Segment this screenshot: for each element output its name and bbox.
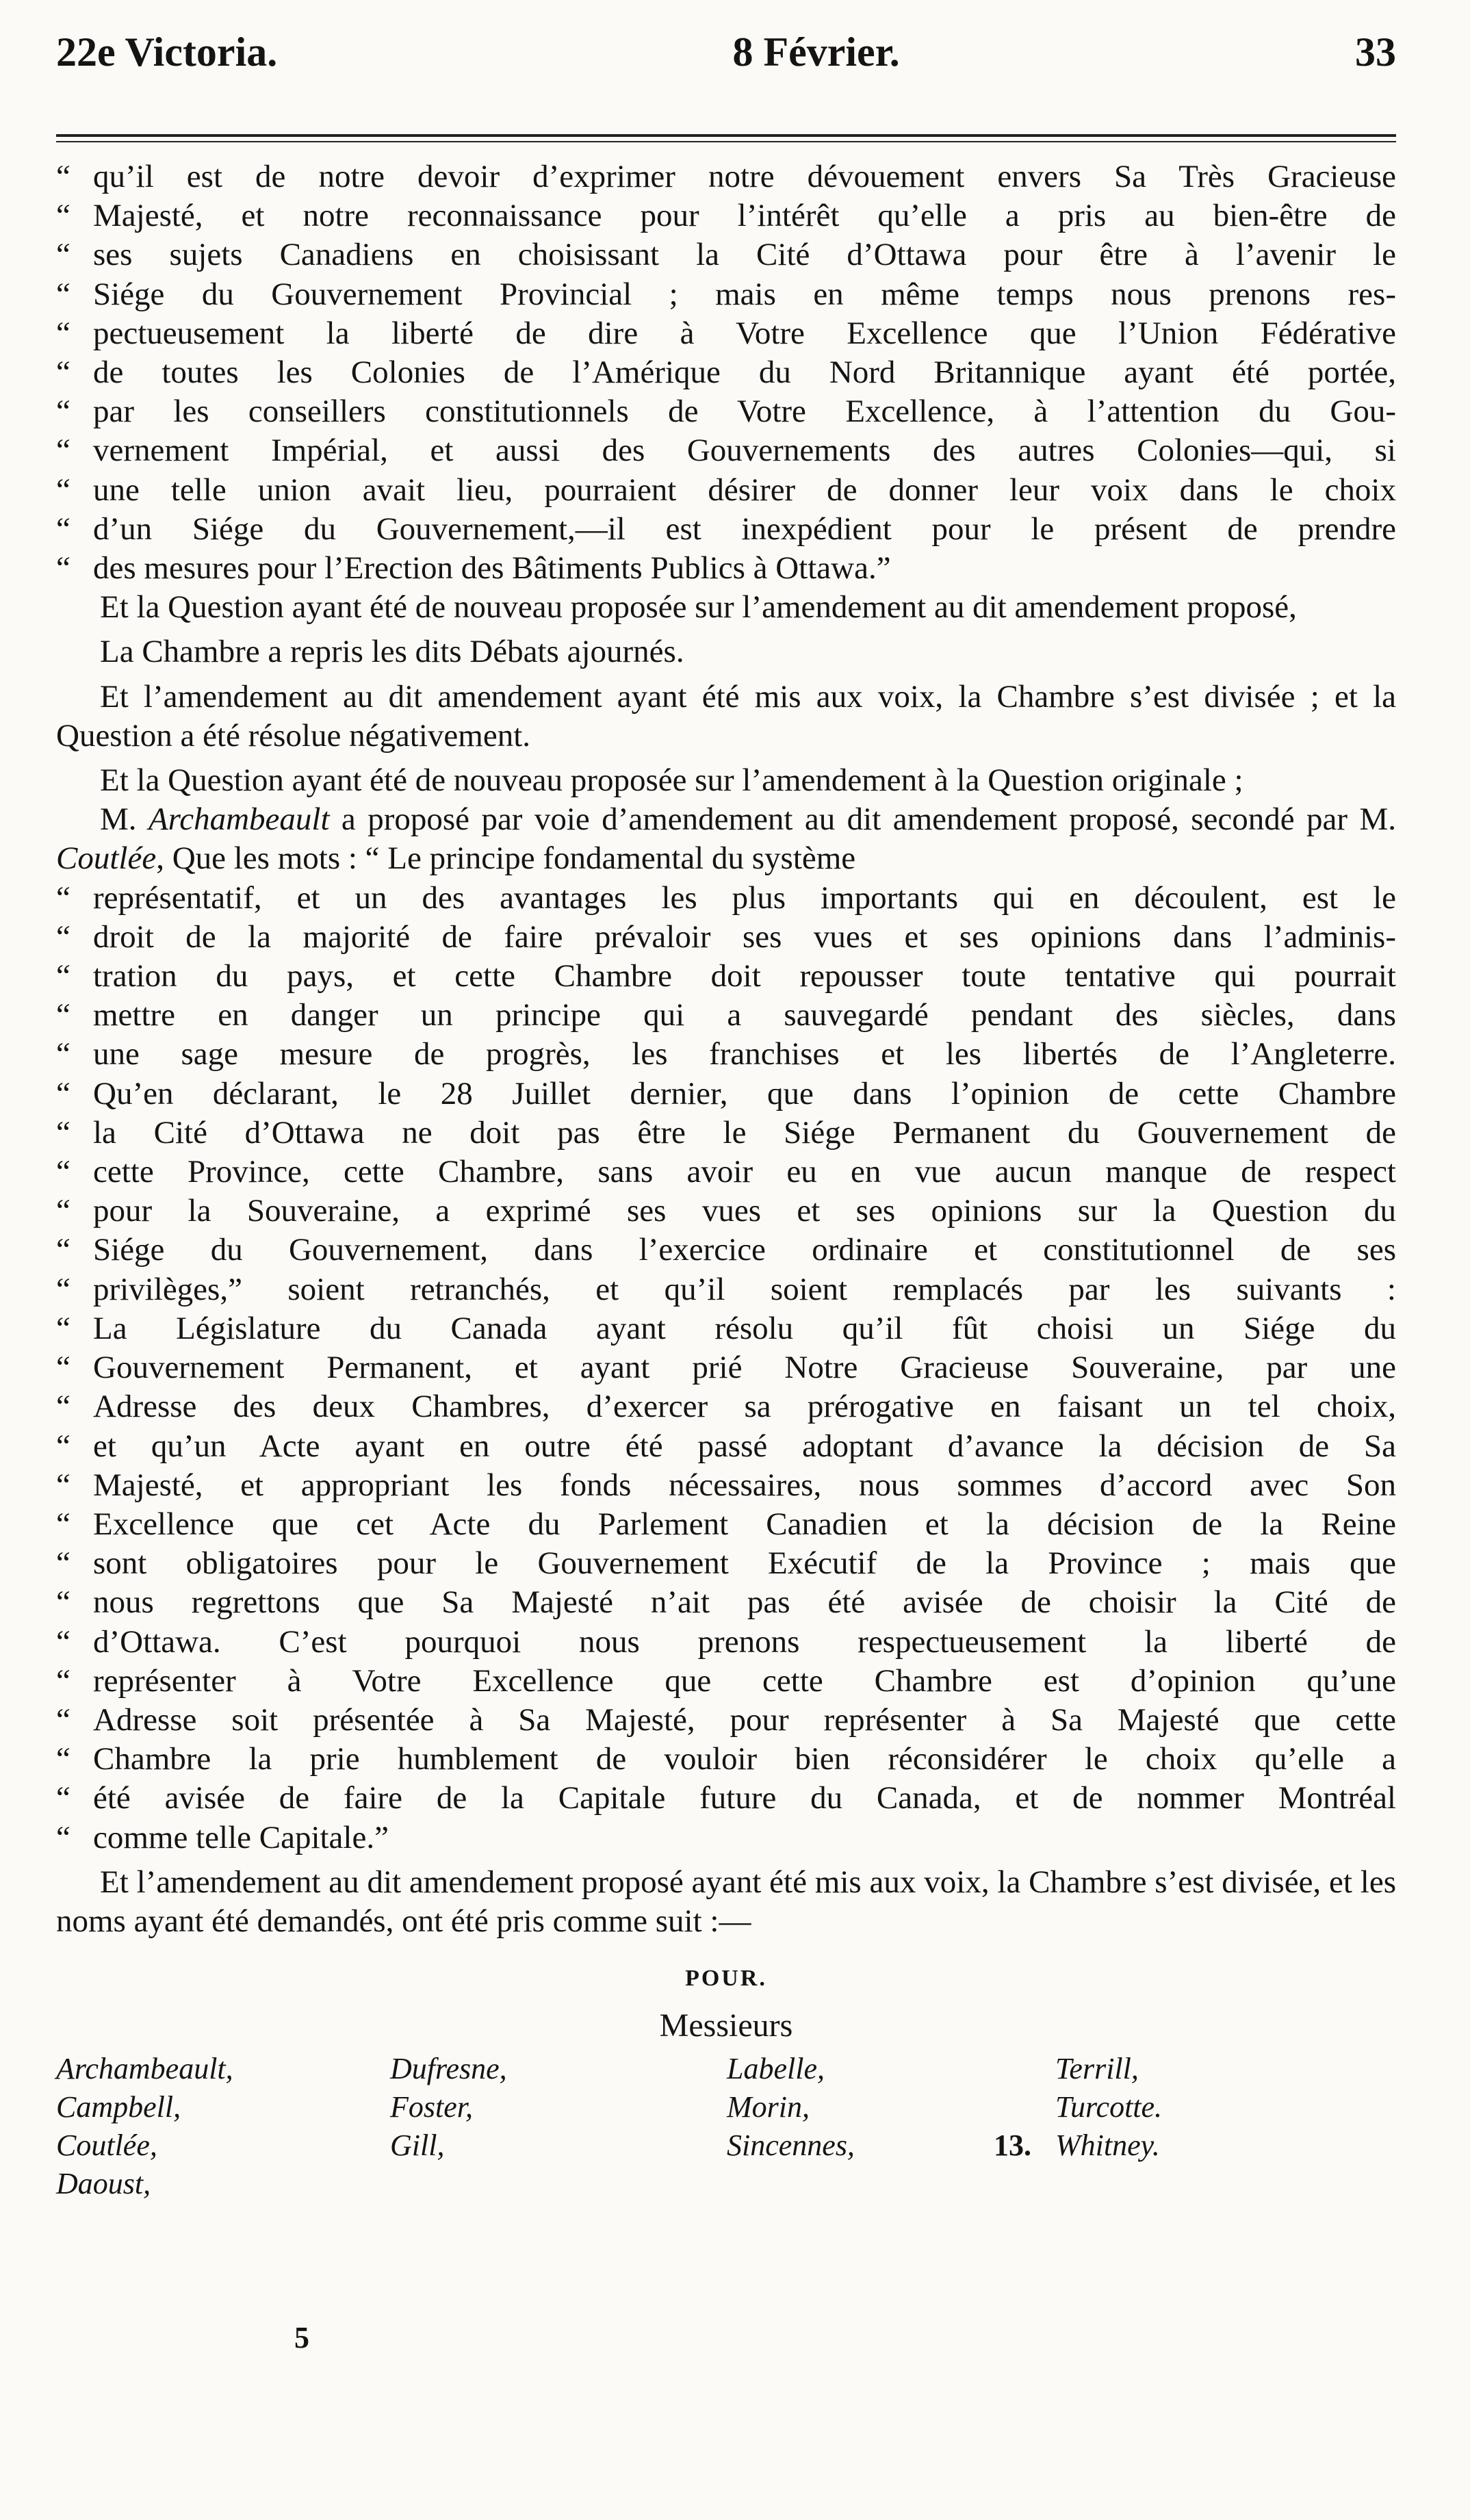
member-name: Foster, (390, 2090, 473, 2124)
motion-text: a proposé par voie d’amendement au dit amendement proposé, secondé par M. (329, 801, 1397, 838)
page-number: 33 (1354, 29, 1396, 75)
quoted-line-text: cette Province, cette Chambre, sans avoir eu en vue aucun manque de respect (93, 1154, 1396, 1190)
quoted-line-text: La Législature du Canada ayant résolu qu’il fût choisi un Siége du (93, 1310, 1396, 1346)
quoted-line-text: pectueusement la liberté de dire à Votre Excellence que l’Union Fédérative (93, 315, 1396, 351)
quote-mark: “ (56, 472, 70, 508)
quoted-line-text: de toutes les Colonies de l’Amérique du Nord Britannique ayant été portée, (93, 355, 1396, 391)
quoted-line (56, 1466, 1396, 1505)
member-name: Morin, (727, 2090, 810, 2124)
running-head (56, 23, 1396, 81)
quoted-line (56, 1153, 1396, 1192)
quote-mark: “ (56, 1154, 70, 1190)
quoted-line-text: Excellence que cet Acte du Parlement Canadien et la décision de la Reine (93, 1506, 1396, 1542)
quoted-line-text: Majesté, et appropriant les fonds nécessaires, nous sommes d’accord avec Son (93, 1467, 1396, 1503)
motion-text: M. (100, 801, 149, 838)
quoted-line (56, 510, 1396, 549)
quote-mark: “ (56, 1232, 70, 1268)
quote-mark: “ (56, 1819, 70, 1855)
paragraph: Et la Question ayant été de nouveau proposée sur l’amendement à la Question originale ; (100, 762, 1243, 799)
quoted-line-text: été avisée de faire de la Capitale future du Canada, et de nommer Montréal (93, 1780, 1396, 1816)
paragraph: Et l’amendement au dit amendement ayant été mis aux voix, la Chambre s’est divisée ; et la Question a été résolue négativement. (56, 678, 1396, 754)
quoted-line (56, 1701, 1396, 1740)
quoted-line-text: des mesures pour l’Erection des Bâtiments Publics à Ottawa.” (93, 550, 891, 587)
quoted-line-text: une sage mesure de progrès, les franchises et les libertés de l’Angleterre. (93, 1036, 1396, 1072)
quoted-line (56, 879, 1396, 918)
member-name: Terrill, (1055, 2051, 1139, 2085)
quote-mark: “ (56, 276, 70, 312)
quote-mark: “ (56, 237, 70, 273)
quote-mark: “ (56, 511, 70, 547)
member-name: Campbell, (56, 2090, 181, 2124)
quoted-line-text: ses sujets Canadiens en choisissant la Cité d’Ottawa pour être à l’avenir le (93, 237, 1396, 273)
signature-mark: 5 (294, 2321, 309, 2354)
member-name: Archambeault, (56, 2051, 233, 2085)
quoted-line-text: Adresse des deux Chambres, d’exercer sa prérogative en faisant un tel choix, (93, 1389, 1396, 1425)
quote-mark: “ (56, 1506, 70, 1542)
quoted-line (56, 1427, 1396, 1466)
quoted-line (56, 471, 1396, 510)
quote-mark: “ (56, 1350, 70, 1386)
member-name: Dufresne, (390, 2051, 507, 2085)
vote-column-4 (1055, 2050, 1162, 2165)
quote-mark: “ (56, 1741, 70, 1777)
quote-mark: “ (56, 1271, 70, 1307)
quoted-line-text: Adresse soit présentée à Sa Majesté, pour représenter à Sa Majesté que cette (93, 1701, 1396, 1738)
paragraph: Et l’amendement au dit amendement proposé ayant été mis aux voix, la Chambre s’est divisée, et les noms ayant été demandés, ont été pris comme suit :— (56, 1864, 1396, 1939)
quoted-line (56, 275, 1396, 314)
seconder-name: Coutlée (56, 840, 157, 877)
quoted-line (56, 549, 1396, 588)
quoted-line (56, 996, 1396, 1035)
quoted-line-text: une telle union avait lieu, pourraient désirer de donner leur voix dans le choix (93, 472, 1396, 508)
quoted-line (56, 1818, 1396, 1857)
quoted-line (56, 1583, 1396, 1622)
vote-count: 13. (994, 2128, 1031, 2162)
quoted-line (56, 1348, 1396, 1387)
quote-mark: “ (56, 159, 70, 194)
quote-mark: “ (56, 1545, 70, 1582)
quoted-line (56, 1075, 1396, 1114)
quoted-line (56, 957, 1396, 996)
quoted-line (56, 1192, 1396, 1231)
quoted-line (56, 1387, 1396, 1426)
quote-mark: “ (56, 1114, 70, 1150)
motion-text: , Que les mots : “ Le principe fondamental du système (156, 840, 856, 877)
member-name: Whitney. (1055, 2128, 1160, 2162)
quoted-line-text: sont obligatoires pour le Gouvernement Exécutif de la Province ; mais que (93, 1545, 1396, 1582)
quoted-line (56, 196, 1396, 235)
quote-mark: “ (56, 1701, 70, 1738)
quoted-line-text: nous regrettons que Sa Majesté n’ait pas été avisée de choisir la Cité de (93, 1584, 1396, 1621)
quoted-line-text: Siége du Gouvernement Provincial ; mais en même temps nous prenons res- (93, 276, 1396, 312)
quote-mark: “ (56, 550, 70, 587)
quote-mark: “ (56, 1428, 70, 1464)
quote-mark: “ (56, 1780, 70, 1816)
quoted-line (56, 392, 1396, 431)
quoted-line-text: par les conseillers constitutionnels de Votre Excellence, à l’attention du Gou- (93, 394, 1396, 430)
quoted-line-text: Chambre la prie humblement de vouloir bien réconsidérer le choix qu’elle a (93, 1741, 1396, 1777)
quote-mark: “ (56, 1662, 70, 1699)
quoted-line (56, 1779, 1396, 1818)
member-name: Sincennes, (727, 2128, 855, 2162)
date-label: 8 Février. (732, 29, 900, 75)
quote-mark: “ (56, 315, 70, 351)
motion-paragraph (56, 800, 1396, 878)
quoted-line-text: représentatif, et un des avantages les plus importants qui en découlent, est le (93, 879, 1396, 916)
quoted-line-text: Siége du Gouvernement, dans l’exercice ordinaire et constitutionnel de ses (93, 1232, 1396, 1268)
quoted-line (56, 314, 1396, 353)
member-name: Turcotte. (1055, 2090, 1163, 2124)
quoted-line-text: droit de la majorité de faire prévaloir ses vues et ses opinions dans l’adminis- (93, 918, 1396, 955)
quote-mark: “ (56, 879, 70, 916)
member-name: Coutlée, (56, 2128, 157, 2162)
quoted-line-text: qu’il est de notre devoir d’exprimer notre dévouement envers Sa Très Gracieuse (93, 159, 1396, 194)
quoted-line (56, 1623, 1396, 1662)
quoted-line-text: Gouvernement Permanent, et ayant prié Notre Gracieuse Souveraine, par une (93, 1350, 1396, 1386)
session-label: 22e Victoria. (56, 29, 278, 75)
member-name: Gill, (390, 2128, 445, 2162)
quoted-line (56, 918, 1396, 957)
quoted-line-text: tration du pays, et cette Chambre doit repousser toute tentative qui pourrait (93, 958, 1396, 994)
vote-column-3 (727, 2050, 855, 2165)
body-text (56, 157, 1396, 2200)
quote-mark: “ (56, 1467, 70, 1503)
paragraph: Et la Question ayant été de nouveau proposée sur l’amendement au dit amendement proposé, (100, 589, 1297, 626)
quote-mark: “ (56, 355, 70, 391)
vote-column-2 (390, 2050, 507, 2165)
quoted-line (56, 157, 1396, 196)
quoted-line-text: privilèges,” soient retranchés, et qu’il soient remplacés par les suivants : (93, 1271, 1396, 1307)
quoted-line-text: vernement Impérial, et aussi des Gouvernements des autres Colonies—qui, si (93, 433, 1396, 469)
quoted-line-text: représenter à Votre Excellence que cette Chambre est d’opinion qu’une (93, 1662, 1396, 1699)
quote-mark: “ (56, 1075, 70, 1111)
quote-mark: “ (56, 1584, 70, 1621)
mover-name: Archambeault (148, 801, 330, 838)
quote-mark: “ (56, 394, 70, 430)
quoted-line (56, 1544, 1396, 1583)
quoted-line-text: comme telle Capitale.” (93, 1819, 389, 1855)
quote-mark: “ (56, 1623, 70, 1660)
quoted-line-text: et qu’un Acte ayant en outre été passé adoptant d’avance la décision de Sa (93, 1428, 1396, 1464)
quote-mark: “ (56, 1310, 70, 1346)
quoted-line (56, 1231, 1396, 1270)
quote-mark: “ (56, 1389, 70, 1425)
quote-mark: “ (56, 198, 70, 234)
quote-mark: “ (56, 1193, 70, 1229)
quoted-line (56, 1740, 1396, 1779)
quote-mark: “ (56, 433, 70, 469)
quote-mark: “ (56, 958, 70, 994)
quoted-line (56, 1114, 1396, 1153)
quoted-line (56, 1035, 1396, 1074)
quoted-line-text: d’Ottawa. C’est pourquoi nous prenons respectueusement la liberté de (93, 1623, 1396, 1660)
quoted-line-text: pour la Souveraine, a exprimé ses vues et ses opinions sur la Question du (93, 1193, 1396, 1229)
quote-mark: “ (56, 997, 70, 1033)
quoted-line (56, 1662, 1396, 1701)
quoted-line-text: Qu’en déclarant, le 28 Juillet dernier, que dans l’opinion de cette Chambre (93, 1075, 1396, 1111)
page (56, 23, 1396, 2200)
vote-subheading: Messieurs (659, 2007, 793, 2044)
quoted-line-text: la Cité d’Ottawa ne doit pas être le Siége Permanent du Gouvernement de (93, 1114, 1396, 1150)
quote-block-1 (56, 157, 1396, 588)
vote-list (56, 2050, 1396, 2200)
quote-block-2 (56, 879, 1396, 1857)
member-name: Labelle, (727, 2051, 825, 2085)
quoted-line (56, 1309, 1396, 1348)
vote-heading: POUR. (685, 1966, 767, 1992)
quoted-line-text: mettre en danger un principe qui a sauvegardé pendant des siècles, dans (93, 997, 1396, 1033)
quoted-line (56, 1505, 1396, 1544)
quoted-line (56, 235, 1396, 274)
quote-mark: “ (56, 918, 70, 955)
quoted-line (56, 431, 1396, 470)
member-name: Daoust, (56, 2166, 151, 2200)
quote-mark: “ (56, 1036, 70, 1072)
quoted-line-text: d’un Siége du Gouvernement,—il est inexpédient pour le présent de prendre (93, 511, 1396, 547)
quoted-line-text: Majesté, et notre reconnaissance pour l’intérêt qu’elle a pris au bien-être de (93, 198, 1396, 234)
header-rule (56, 134, 1396, 142)
quoted-line (56, 353, 1396, 392)
quoted-line (56, 1270, 1396, 1309)
vote-column-1 (56, 2050, 233, 2203)
paragraph: La Chambre a repris les dits Débats ajournés. (100, 634, 684, 670)
